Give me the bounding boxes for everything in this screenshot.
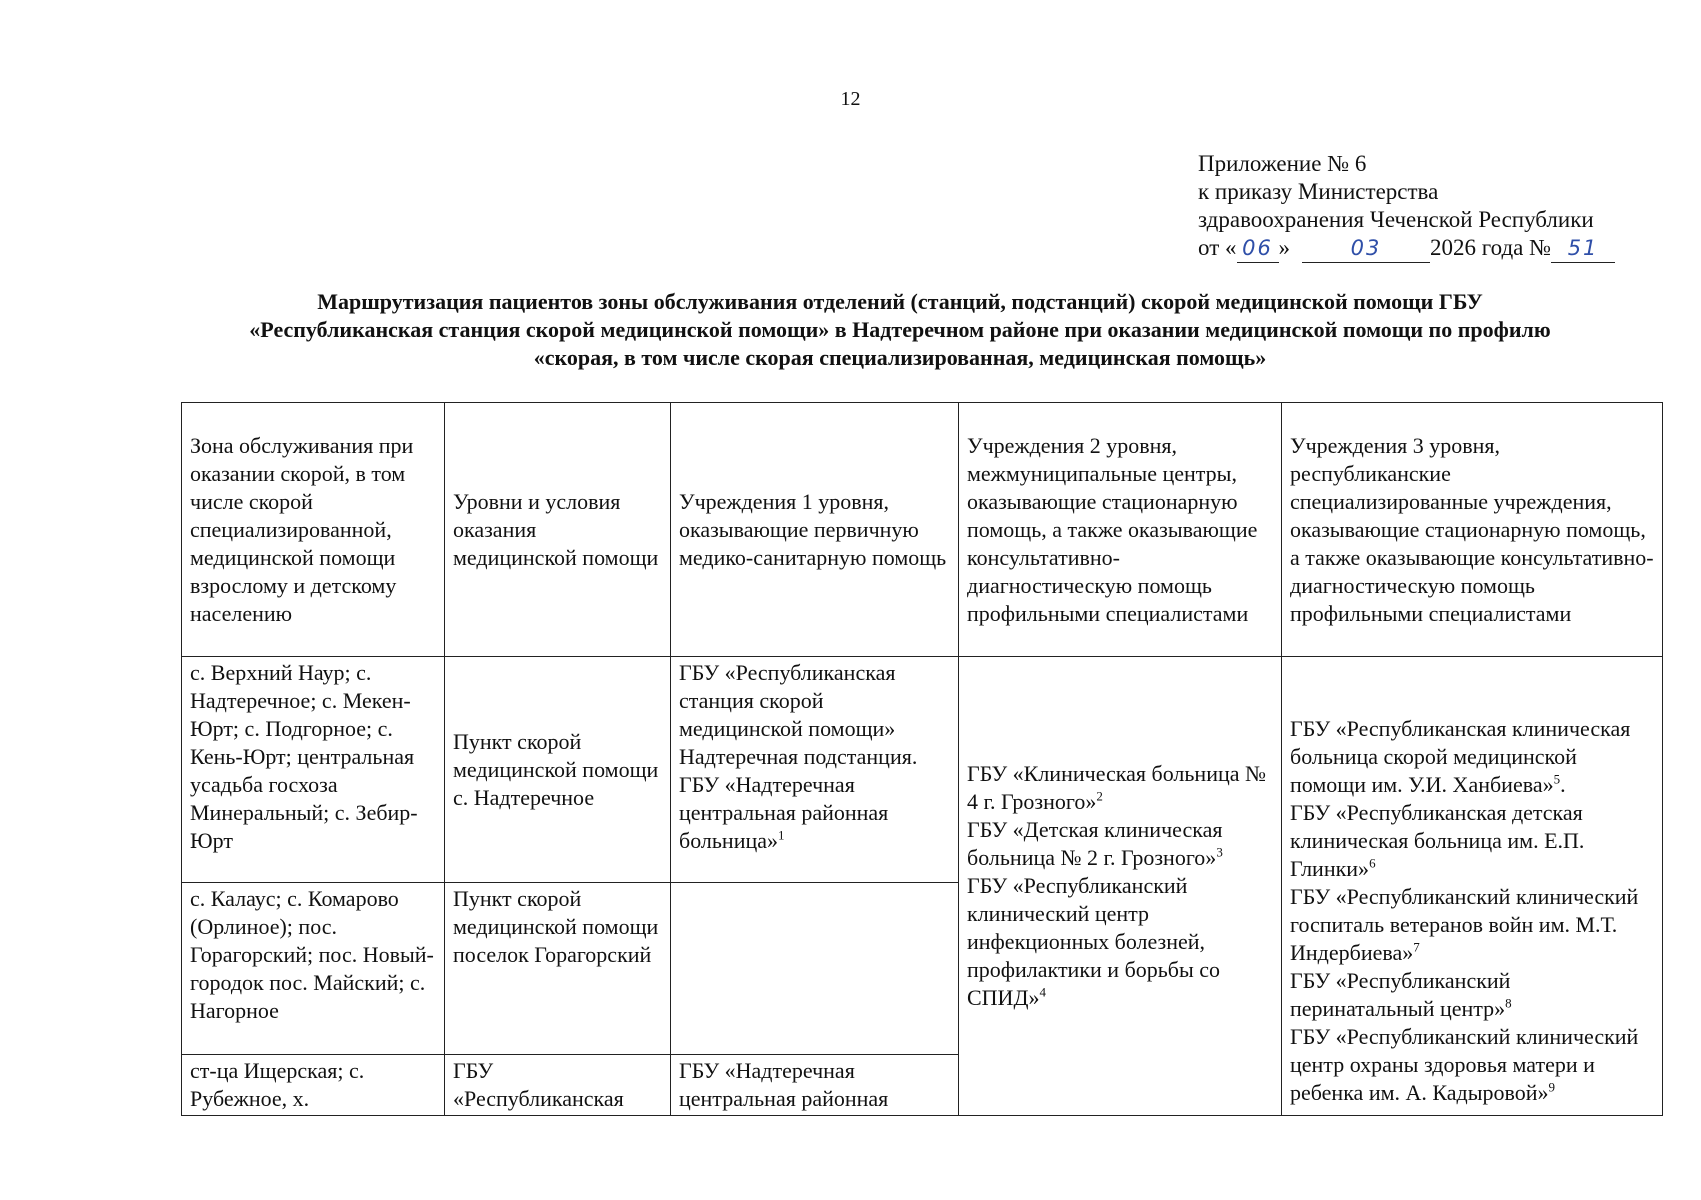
row3-level-1: ГБУ «Надтеречная центральная районная (671, 1055, 959, 1116)
footnote-ref: 6 (1369, 855, 1376, 871)
level-3-cell (1282, 657, 1663, 1116)
row2-conditions: Пункт скорой медицинской помощи поселок Горагорский (445, 883, 671, 1055)
date-prefix: от « (1198, 235, 1237, 260)
footnote-ref: 9 (1548, 1079, 1556, 1095)
date-year-text: 2026 года № (1430, 235, 1552, 260)
title-line-1: Маршрутизация пациентов зоны обслуживания отделений (станций, подстанций) скорой медицинской помощи ГБУ (317, 289, 1483, 314)
header-zone: Зона обслуживания при оказании скорой, в том числе скорой специализированной, медицинской помощи взрослому и детскому населению (182, 403, 445, 657)
document-title (150, 288, 1650, 372)
level-2-entry: ГБУ «Детская клиническая больница № 2 г. Грозного»$^3$ (967, 817, 1223, 870)
level-3-entry: ГБУ «Республиканская детская клиническая больница им. Е.П. Глинки»$^6$ (1290, 800, 1585, 881)
title-line-2: «Республиканская станция скорой медицинской помощи» в Надтеречном районе при оказании медицинской помощи по профилю (249, 317, 1551, 342)
handwritten-day: 06 (1237, 234, 1279, 263)
appendix-line-1: Приложение № 6 (1198, 151, 1367, 176)
appendix-block (1198, 150, 1615, 263)
level-2-entry: ГБУ «Республиканский клинический центр инфекционных болезней, профилактики и борьбы со СПИД»$^4$ (967, 873, 1221, 1010)
footnote-ref: 3 (1216, 844, 1223, 860)
footnote-ref: 1 (778, 827, 785, 843)
handwritten-order-number: 51 (1551, 234, 1615, 263)
title-line-3: «скорая, в том числе скорая специализированная, медицинская помощь» (533, 345, 1267, 370)
handwritten-month: 03 (1302, 234, 1430, 263)
footnote-ref: 7 (1413, 939, 1420, 955)
row1-conditions: Пункт скорой медицинской помощи с. Надтеречное (445, 657, 671, 883)
level-3-entry: ГБУ «Республиканская клиническая больница скорой медицинской помощи им. У.И. Ханбиева»$^5$. (1290, 716, 1631, 797)
header-level-3: Учреждения 3 уровня, республиканские специализированные учреждения, оказывающие стационарную помощь, а также оказывающие консультативно-диагностическую помощь профильными специалистами (1282, 403, 1663, 657)
row1-zone: с. Верхний Наур; с. Надтеречное; с. Мекен-Юрт; с. Подгорное; с. Кень-Юрт; центральная усадьба госхоза Минеральный; с. Зебир-Юрт (182, 657, 445, 883)
level-2-cell (959, 657, 1282, 1116)
appendix-line-3: здравоохранения Чеченской Республики (1198, 207, 1594, 232)
header-conditions: Уровни и условия оказания медицинской помощи (445, 403, 671, 657)
appendix-date-line (1198, 234, 1615, 263)
page-number: 12 (840, 88, 861, 110)
level-3-entry: ГБУ «Республиканский клинический госпиталь ветеранов войн им. М.Т. Индербиева»$^7$ (1290, 884, 1639, 965)
footnote-ref: 5 (1553, 771, 1561, 787)
level-3-entry: ГБУ «Республиканский перинатальный центр»$^8$ (1290, 968, 1512, 1021)
level-2-entry: ГБУ «Клиническая больница № 4 г. Грозного»$^2$ (967, 761, 1266, 814)
footnote-ref: 4 (1039, 984, 1046, 1000)
row2-level-1 (671, 883, 959, 1055)
row1-level-1-text: ГБУ «Республиканская станция скорой медицинской помощи» Надтеречная подстанция. ГБУ «Надтеречная центральная районная больница» (679, 660, 918, 853)
row3-conditions: ГБУ «Республиканская (445, 1055, 671, 1116)
footnote-ref: 2 (1096, 788, 1103, 804)
routing-table (181, 402, 1663, 1116)
header-level-2: Учреждения 2 уровня, межмуниципальные центры, оказывающие стационарную помощь, а также оказывающие консультативно-диагностическую помощь профильными специалистами (959, 403, 1282, 657)
row3-zone: ст-ца Ищерская; с. Рубежное, х. (182, 1055, 445, 1116)
footnote-ref: 8 (1505, 995, 1512, 1011)
header-level-1: Учреждения 1 уровня, оказывающие первичную медико-санитарную помощь (671, 403, 959, 657)
table-header-row (182, 403, 1663, 657)
appendix-line-2: к приказу Министерства (1198, 179, 1439, 204)
row1-level-1 (671, 657, 959, 883)
row2-zone: с. Калаус; с. Комарово (Орлиное); пос. Горагорский; пос. Новый-городок пос. Майский; с. Нагорное (182, 883, 445, 1055)
level-3-entry: ГБУ «Республиканский клинический центр охраны здоровья матери и ребенка им. А. Кадыровой»$^9$ (1290, 1024, 1639, 1105)
date-day-close: » (1278, 235, 1290, 260)
table-row (182, 657, 1663, 883)
